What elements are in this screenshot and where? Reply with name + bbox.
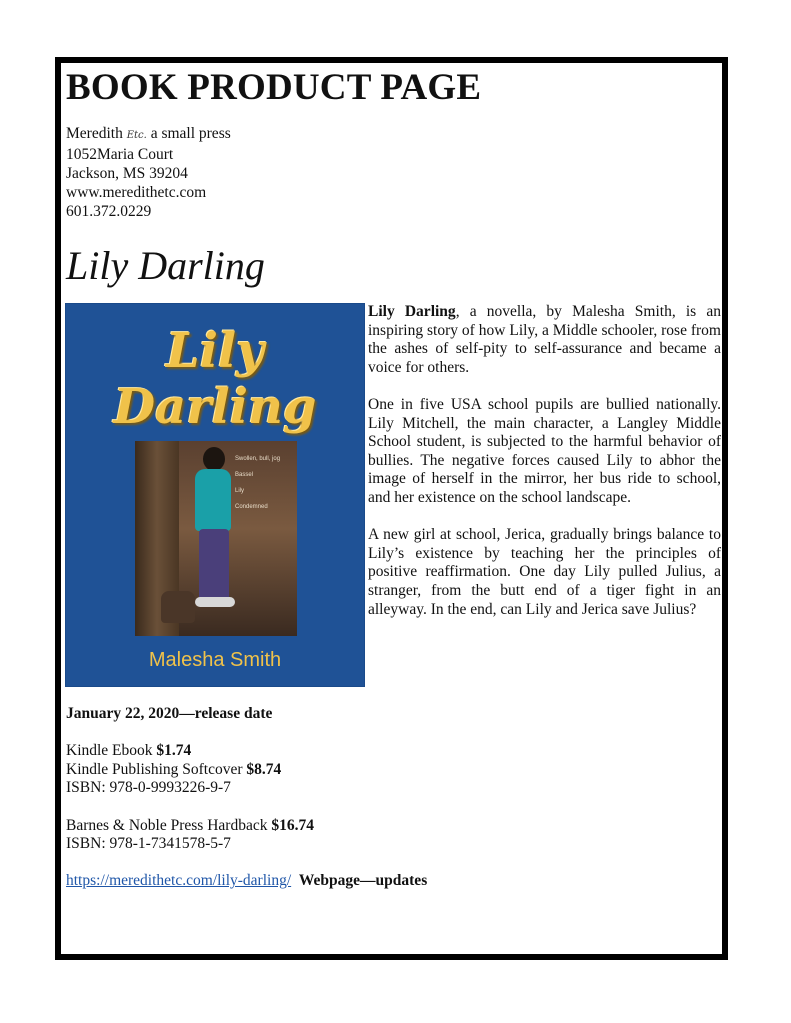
isbn-softcover: ISBN: 978-0-9993226-9-7	[66, 779, 231, 797]
photo-word: Bassel	[235, 472, 254, 478]
description-text: , a novella, by Malesha Smith, is an inspiring story of how Lily, a Middle schooler, rose from the ashes of self-pity to self-assurance and became a voice for others.	[368, 303, 721, 376]
backpack	[161, 591, 195, 623]
girl-torso	[195, 469, 231, 531]
cover-author: Malesha Smith	[148, 649, 282, 671]
photo-word: Swollen, bull, jog	[235, 456, 281, 462]
description-paragraph-1	[368, 303, 721, 377]
release-date: January 22, 2020—release date	[66, 705, 273, 722]
publisher-address	[66, 124, 231, 221]
publisher-logo-etc: Etc.	[126, 130, 147, 141]
kindle-softcover-label: Kindle Publishing Softcover	[66, 760, 243, 778]
publisher-name-prefix: Meredith	[66, 125, 123, 142]
photo-word: Condemned	[235, 504, 268, 510]
publisher-street: 1052Maria Court	[66, 146, 174, 163]
description-book-name: Lily Darling	[368, 303, 456, 320]
book-title: Lily Darling	[66, 243, 265, 288]
kindle-ebook-label: Kindle Ebook	[66, 742, 153, 760]
webpage-note: Webpage—updates	[298, 872, 428, 890]
kindle-softcover-price: $8.74	[246, 760, 282, 778]
description-paragraph-3: A new girl at school, Jerica, gradually brings balance to Lily’s existence by teaching her the principles of positive reaffirmation. One day Lily pulled Julius, a stranger, from the butt end of a tiger fight in an alleyway. In the end, can Lily and Jerica save Julius?	[368, 526, 721, 618]
publisher-name-suffix: a small press	[150, 125, 231, 142]
book-description	[368, 303, 721, 638]
girl-legs	[199, 529, 229, 601]
hardback-line	[66, 817, 427, 836]
book-webpage-link[interactable]: https://meredithetc.com/lily-darling/	[66, 872, 292, 890]
publisher-website: www.meredithetc.com	[66, 184, 207, 201]
publisher-phone: 601.372.0229	[66, 203, 152, 220]
kindle-softcover-line	[66, 761, 427, 780]
isbn-hardback: ISBN: 978-1-7341578-5-7	[66, 835, 231, 853]
girl-shoes	[195, 597, 235, 607]
description-paragraph-2: One in five USA school pupils are bullied nationally. Lily Mitchell, the main character, a Langley Middle School student, is subjected to the harmful behavior of bullies. The negative forces caused Lily to abhor the image of herself in the mirror, her bus ride to school, and her existence on the school landscape.	[368, 395, 721, 506]
book-cover-image	[65, 303, 365, 687]
cover-photo	[135, 441, 297, 636]
photo-words	[235, 451, 280, 515]
kindle-ebook-line	[66, 742, 427, 761]
hardback-label: Barnes & Noble Press Hardback	[66, 816, 268, 834]
publisher-name	[66, 124, 231, 145]
book-details	[66, 705, 427, 891]
cover-title: Lily Darling	[113, 323, 317, 435]
webpage-line	[66, 872, 427, 891]
girl-head	[203, 447, 225, 471]
publisher-city: Jackson, MS 39204	[66, 165, 188, 182]
kindle-ebook-price: $1.74	[156, 742, 192, 760]
photo-word: Lily	[235, 488, 245, 494]
page-title: BOOK PRODUCT PAGE	[66, 67, 482, 108]
hardback-price: $16.74	[271, 816, 314, 834]
